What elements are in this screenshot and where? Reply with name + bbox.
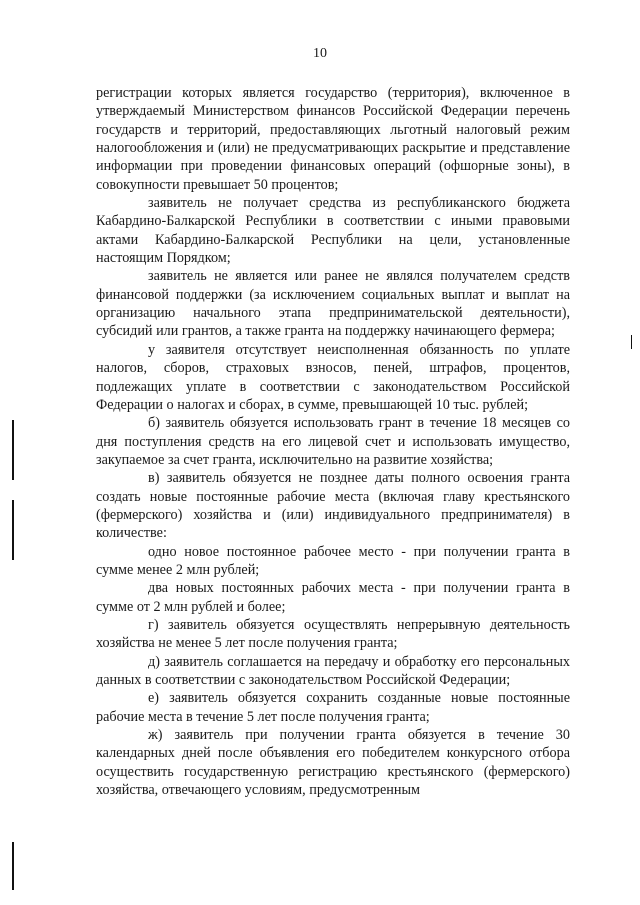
paragraph: одно новое постоянное рабочее место - при получении гранта в сумме менее 2 млн рублей; (96, 543, 570, 578)
page-number: 10 (313, 46, 327, 61)
scan-edge-mark (631, 335, 632, 349)
paragraph-item-d: д) заявитель соглашается на передачу и обработку его персональных данных в соответствии с законодательством Российской Федерации; (96, 653, 570, 688)
paragraph: заявитель не является или ранее не являлся получателем средств финансовой поддержки (за исключением социальных выплат и выплат на организацию начального этапа предпринимательской деятельности), субсидий или грантов, а также гранта на поддержку начинающего фермера; (96, 268, 570, 340)
scan-edge-mark (12, 842, 14, 890)
paragraph-continuation: регистрации которых является государство (территория), включенное в утверждаемый Министерством финансов Российской Федерации перечень государств и территорий, предоставляющих льготный налоговый режим налогообложения и (или) не предусматривающих раскрытие и представление информации при проведении финансовых операций (офшорные зоны), в совокупности превышает 50 процентов; (96, 85, 570, 193)
scan-edge-mark (12, 500, 14, 560)
paragraph-item-g: г) заявитель обязуется осуществлять непрерывную деятельность хозяйства не менее 5 лет после получения гранта; (96, 616, 570, 652)
document-body (96, 84, 570, 799)
paragraph-item-e: е) заявитель обязуется сохранить созданные новые постоянные рабочие места в течение 5 лет после получения гранта; (96, 690, 570, 725)
paragraph-item-b: б) заявитель обязуется использовать грант в течение 18 месяцев со дня поступления средств на его лицевой счет и использовать имущество, закупаемое за счет гранта, исключительно на развитие хозяйства; (96, 415, 570, 468)
paragraph-item-zh: ж) заявитель при получении гранта обязуется в течение 30 календарных дней после объявления его победителем конкурсного отбора осуществить государственную регистрацию крестьянского (фермерского) хозяйства, отвечающего условиям, предусмотренным (96, 727, 570, 799)
paragraph: два новых постоянных рабочих места - при получении гранта в сумме от 2 млн рублей и более; (96, 580, 570, 615)
paragraph-item-v: в) заявитель обязуется не позднее даты полного освоения гранта создать новые постоянные рабочие места (включая главу крестьянского (фермерского) хозяйства и (или) индивидуального предпринимателя) в количестве: (96, 470, 570, 542)
scan-edge-mark (12, 420, 14, 480)
paragraph: заявитель не получает средства из республиканского бюджета Кабардино-Балкарской Республики в соответствии с иными правовыми актами Кабардино-Балкарской Республики на цели, установленные настоящим Порядком; (96, 195, 570, 267)
paragraph: у заявителя отсутствует неисполненная обязанность по уплате налогов, сборов, страховых взносов, пеней, штрафов, процентов, подлежащих уплате в соответствии с законодательством Российской Федерации о налогах и сборах, в сумме, превышающей 10 тыс. рублей; (96, 341, 570, 413)
